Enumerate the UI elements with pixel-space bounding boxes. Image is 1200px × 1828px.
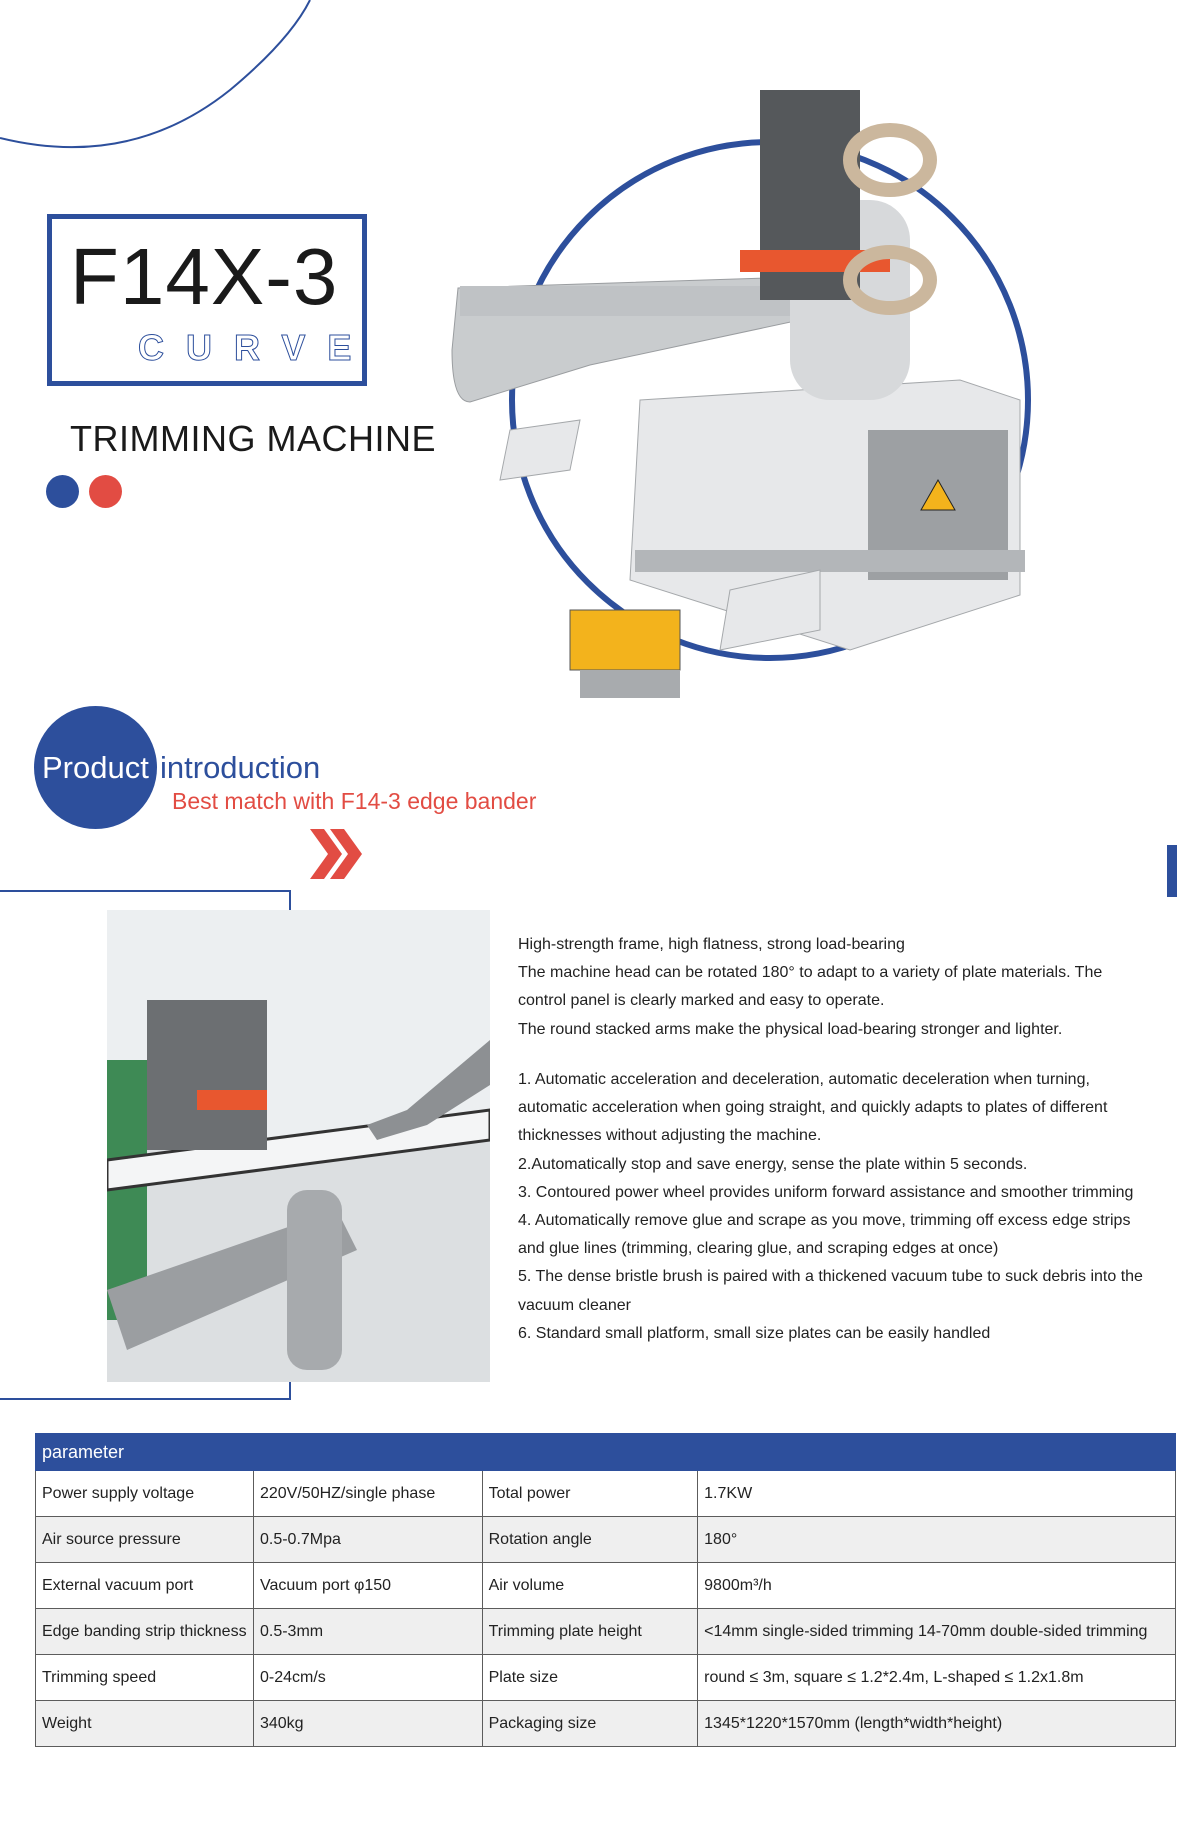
param-value: 9800m³/h bbox=[698, 1563, 1176, 1609]
param-value: 0.5-0.7Mpa bbox=[253, 1517, 482, 1563]
foot-pedal bbox=[570, 610, 680, 670]
param-label: Air volume bbox=[482, 1563, 698, 1609]
feature-line: 5. The dense bristle brush is paired with a thickened vacuum tube to suck debris into the bbox=[518, 1268, 1143, 1286]
corner-arc bbox=[0, 0, 320, 160]
curve-label: CURVE bbox=[138, 327, 374, 368]
param-value: 1.7KW bbox=[698, 1471, 1176, 1517]
param-label: Power supply voltage bbox=[36, 1471, 254, 1517]
param-label: External vacuum port bbox=[36, 1563, 254, 1609]
param-label: Edge banding strip thickness bbox=[36, 1609, 254, 1655]
feature-line: 2.Automatically stop and save energy, sense the plate within 5 seconds. bbox=[518, 1155, 1028, 1173]
feature-list bbox=[518, 1066, 1158, 1348]
feature-line: vacuum cleaner bbox=[518, 1296, 631, 1314]
intro-line: High-strength frame, high flatness, strong load-bearing bbox=[518, 936, 905, 953]
model-name: F14X-3 bbox=[70, 232, 339, 321]
blue-dot bbox=[46, 475, 79, 508]
param-label: Packaging size bbox=[482, 1701, 698, 1747]
param-label: Trimming plate height bbox=[482, 1609, 698, 1655]
feature-line: thicknesses without adjusting the machine. bbox=[518, 1127, 822, 1145]
param-label: Plate size bbox=[482, 1655, 698, 1701]
intro-line: The round stacked arms make the physical load-bearing stronger and lighter. bbox=[518, 1020, 1063, 1038]
param-label: Air source pressure bbox=[36, 1517, 254, 1563]
param-value: 0.5-3mm bbox=[253, 1609, 482, 1655]
feature-line: 6. Standard small platform, small size plates can be easily handled bbox=[518, 1324, 991, 1342]
machine-base-strip bbox=[635, 550, 1025, 572]
param-value: round ≤ 3m, square ≤ 1.2*2.4m, L-shaped ≤ 1.2x1.8m bbox=[698, 1655, 1176, 1701]
param-value: 340kg bbox=[253, 1701, 482, 1747]
table-row bbox=[36, 1563, 1176, 1609]
param-value: 220V/50HZ/single phase bbox=[253, 1471, 482, 1517]
intro-title-word2: introduction bbox=[160, 750, 321, 785]
param-value: 1345*1220*1570mm (length*width*height) bbox=[698, 1701, 1176, 1747]
param-label: Weight bbox=[36, 1701, 254, 1747]
param-value: Vacuum port φ150 bbox=[253, 1563, 482, 1609]
intro-line: control panel is clearly marked and easy to operate. bbox=[518, 992, 885, 1010]
param-value: 180° bbox=[698, 1517, 1176, 1563]
table-row bbox=[36, 1471, 1176, 1517]
intro-title-word1: Product bbox=[42, 750, 149, 785]
feature-line: 3. Contoured power wheel provides uniform forward assistance and smoother trimming bbox=[518, 1183, 1134, 1201]
parameter-header: parameter bbox=[36, 1434, 1176, 1471]
table-row bbox=[36, 1655, 1176, 1701]
intro-subheading: Best match with F14-3 edge bander bbox=[172, 788, 537, 814]
photo-post bbox=[287, 1190, 342, 1370]
param-label: Trimming speed bbox=[36, 1655, 254, 1701]
model-title-box bbox=[47, 214, 374, 386]
param-label: Rotation angle bbox=[482, 1517, 698, 1563]
double-chevron-icon bbox=[310, 829, 366, 879]
red-dot bbox=[89, 475, 122, 508]
intro-paragraph bbox=[518, 931, 1158, 1044]
parameter-table bbox=[35, 1433, 1176, 1747]
detail-photo bbox=[107, 910, 490, 1382]
table-row bbox=[36, 1517, 1176, 1563]
param-value: <14mm single-sided trimming 14-70mm double-sided trimming bbox=[698, 1609, 1176, 1655]
feature-line: automatic acceleration when going straight, and quickly adapts to plates of different bbox=[518, 1099, 1108, 1117]
feature-line: and glue lines (trimming, clearing glue, and scraping edges at once) bbox=[518, 1240, 999, 1258]
photo-head-orange bbox=[197, 1090, 267, 1110]
right-blue-tab bbox=[1167, 845, 1177, 897]
table-row bbox=[36, 1609, 1176, 1655]
foot-pedal-base bbox=[580, 670, 680, 698]
param-value: 0-24cm/s bbox=[253, 1655, 482, 1701]
feature-line: 4. Automatically remove glue and scrape as you move, trimming off excess edge strips bbox=[518, 1212, 1131, 1230]
feature-line: 1. Automatic acceleration and deceleration, automatic deceleration when turning, bbox=[518, 1071, 1090, 1088]
param-label: Total power bbox=[482, 1471, 698, 1517]
product-subtitle: TRIMMING MACHINE bbox=[70, 418, 436, 459]
intro-line: The machine head can be rotated 180° to adapt to a variety of plate materials. The bbox=[518, 964, 1103, 982]
table-row bbox=[36, 1701, 1176, 1747]
hero-machine-image bbox=[440, 50, 1140, 750]
photo-head bbox=[147, 1000, 267, 1150]
